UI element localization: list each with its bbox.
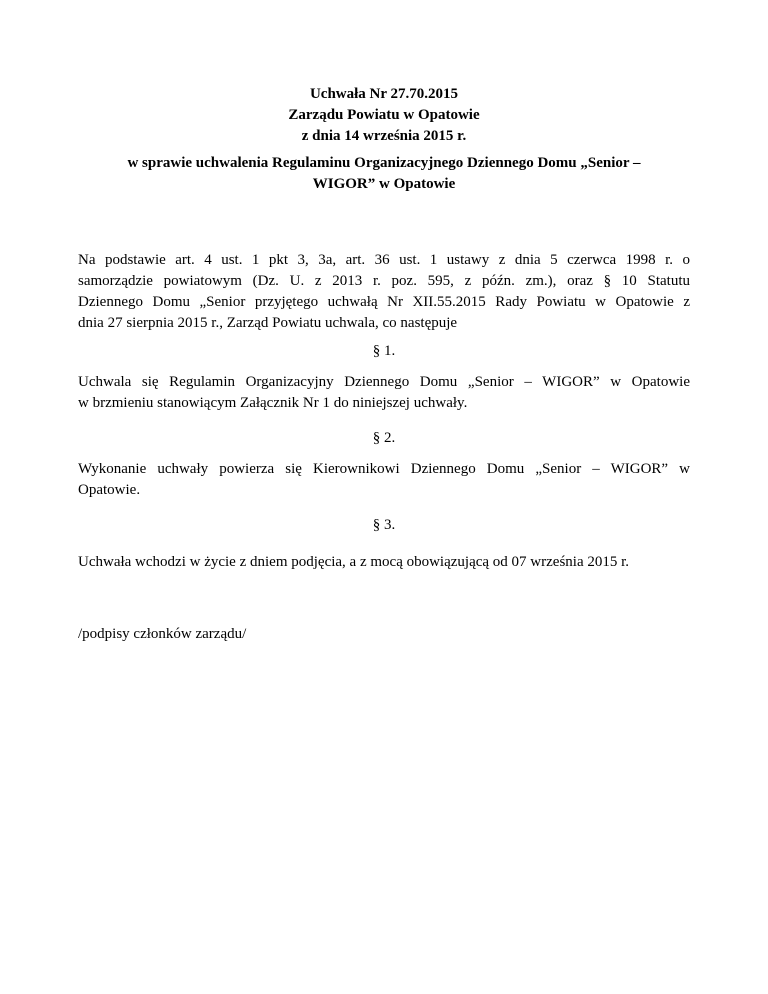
section-1-text bbox=[78, 372, 690, 414]
preamble-line-4: dnia 27 sierpnia 2015 r., Zarząd Powiatu uchwala, co następuje bbox=[78, 315, 458, 331]
preamble-line-3: Dziennego Domu „Senior przyjętego uchwałą Nr XII.55.2015 Rady Powiatu w Opatowie z bbox=[78, 294, 690, 310]
section-2-text bbox=[78, 459, 690, 501]
resolution-subject bbox=[90, 153, 678, 195]
resolution-header bbox=[0, 84, 768, 147]
preamble-line-2: samorządzie powiatowym (Dz. U. z 2013 r. poz. 595, z późn. zm.), oraz § 10 Statutu bbox=[78, 273, 690, 289]
section-2-mark: § 2. bbox=[372, 430, 396, 446]
section-2-line-1: Wykonanie uchwały powierza się Kierownikowi Dziennego Domu „Senior – WIGOR” w bbox=[78, 461, 690, 477]
subject-line-2: WIGOR” w Opatowie bbox=[312, 176, 456, 192]
section-1-mark: § 1. bbox=[372, 343, 396, 359]
section-1-line-1: Uchwala się Regulamin Organizacyjny Dziennego Domu „Senior – WIGOR” w Opatowie bbox=[78, 374, 690, 390]
issuing-body: Zarządu Powiatu w Opatowie bbox=[288, 107, 480, 123]
preamble-line-1: Na podstawie art. 4 ust. 1 pkt 3, 3a, art. 36 ust. 1 ustawy z dnia 5 czerwca 1998 r. o bbox=[78, 252, 690, 268]
subject-line-1: w sprawie uchwalenia Regulaminu Organizacyjnego Dziennego Domu „Senior – bbox=[127, 155, 641, 171]
section-1-line-2: w brzmieniu stanowiącym Załącznik Nr 1 do niniejszej uchwały. bbox=[78, 395, 468, 411]
section-3-line-1: Uchwała wchodzi w życie z dniem podjęcia, a z mocą obowiązującą od 07 września 2015 r. bbox=[78, 554, 630, 570]
section-3-mark: § 3. bbox=[372, 517, 396, 533]
section-3-text bbox=[78, 552, 690, 573]
preamble bbox=[78, 250, 690, 334]
signature-note: /podpisy członków zarządu/ bbox=[78, 626, 247, 642]
section-2-line-2: Opatowie. bbox=[78, 482, 141, 498]
resolution-number: Uchwała Nr 27.70.2015 bbox=[309, 86, 459, 102]
resolution-date: z dnia 14 września 2015 r. bbox=[301, 128, 467, 144]
